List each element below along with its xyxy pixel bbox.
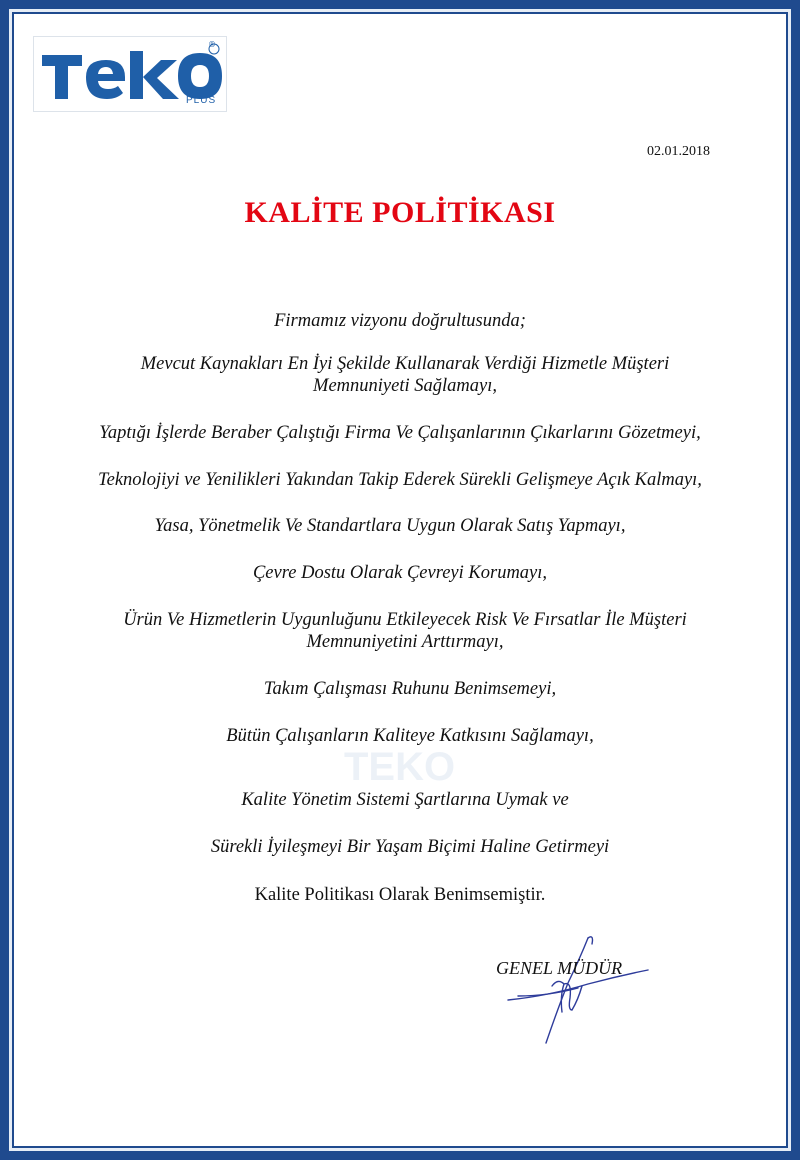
signature-scribble bbox=[500, 928, 650, 1048]
logo-watermark bbox=[340, 744, 480, 788]
policy-item: Kalite Yönetim Sistemi Şartlarına Uymak ve bbox=[241, 790, 569, 810]
logo-suffix: PLUS bbox=[186, 95, 217, 106]
policy-item: Ürün Ve Hizmetlerin Uygunluğunu Etkileyecek Risk Ve Fırsatlar İle Müşteri Memnuniyetini Arttırmayı, bbox=[123, 610, 687, 652]
policy-item: Sürekli İyileşmeyi Bir Yaşam Biçimi Haline Getirmeyi bbox=[210, 837, 610, 857]
policy-item: Mevcut Kaynakları En İyi Şekilde Kullanarak Verdiği Hizmetle Müşteri Memnuniyeti Sağlamayı, bbox=[140, 354, 670, 396]
svg-text:TEKO: TEKO bbox=[344, 745, 456, 788]
document-title: KALİTE POLİTİKASI bbox=[244, 196, 556, 229]
signatory-title: GENEL MÜDÜR bbox=[496, 958, 623, 978]
policy-item: Bütün Çalışanların Kaliteye Katkısını Sağlamayı, bbox=[226, 726, 594, 746]
policy-item: Teknolojiyi ve Yenilikleri Yakından Takip Ederek Sürekli Gelişmeye Açık Kalmayı, bbox=[98, 470, 702, 490]
logo-registered-mark: ® bbox=[208, 40, 216, 49]
policy-item: Çevre Dostu Olarak Çevreyi Korumayı, bbox=[252, 563, 548, 583]
company-logo bbox=[33, 36, 227, 112]
policy-item: Takım Çalışması Ruhunu Benimsemeyi, bbox=[263, 679, 557, 699]
closing-statement: Kalite Politikası Olarak Benimsemiştir. bbox=[254, 885, 546, 905]
policy-item: Yaptığı İşlerde Beraber Çalıştığı Firma Ve Çalışanlarının Çıkarlarını Gözetmeyi, bbox=[99, 423, 701, 443]
intro-text: Firmamız vizyonu doğrultusunda; bbox=[274, 311, 526, 331]
document-date: 02.01.2018 bbox=[647, 144, 710, 159]
policy-item: Yasa, Yönetmelik Ve Standartlara Uygun Olarak Satış Yapmayı, bbox=[154, 516, 626, 536]
